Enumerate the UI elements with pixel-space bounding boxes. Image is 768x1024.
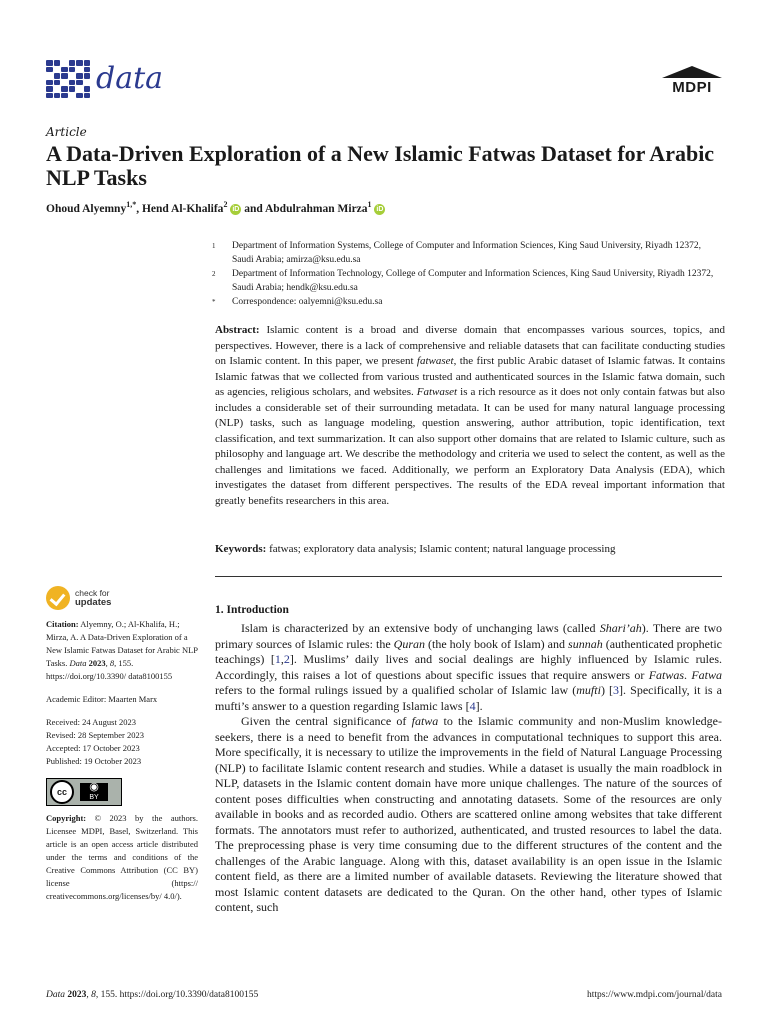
paragraph-text: ]. Specifically, it is a mufti’s answer to a question regarding Islamic laws [ bbox=[215, 683, 722, 713]
citation-link[interactable]: 4 bbox=[469, 698, 476, 713]
check-updates-icon bbox=[46, 586, 70, 610]
paragraph-text: Islam is characterized by an extensive body of unchanging laws (called bbox=[241, 621, 600, 635]
cc-by-label: BY bbox=[89, 794, 99, 801]
paper-title: A Data-Driven Exploration of a New Islamic Fatwas Dataset for Arabic NLP Tasks bbox=[46, 141, 715, 190]
affiliation-item bbox=[212, 296, 722, 310]
copyright-notice bbox=[46, 812, 198, 903]
affiliation-text: Department of Information Systems, College of Computer and Information Sciences, King Saud University, Riyadh 12372, Saudi Arabia; amirza@ksu.edu.sa bbox=[232, 241, 702, 265]
footer-citation bbox=[46, 990, 258, 1000]
publisher-logo[interactable] bbox=[662, 66, 722, 96]
check-updates-line2: updates bbox=[75, 597, 112, 608]
affiliation-number: * bbox=[212, 298, 216, 306]
publisher-roof-icon bbox=[662, 66, 722, 78]
orcid-icon[interactable]: iD bbox=[232, 205, 240, 213]
author-name: Abdulrahman Mirza bbox=[264, 202, 368, 215]
citation-volume: , 8 bbox=[105, 658, 115, 668]
term: Shari’ah bbox=[599, 621, 642, 635]
abstract bbox=[215, 323, 725, 509]
paragraph-text: refers to the formal rulings issued by a qualified scholar of Islamic law ( bbox=[215, 683, 577, 697]
author-affil-marker: 2 bbox=[223, 200, 228, 209]
affiliation-text: Department of Information Technology, College of Computer and Information Sciences, King Saud University, Riyadh 12372, Saudi Arabia; hendk@ksu.edu.sa bbox=[232, 269, 714, 293]
footer-volume: , 8 bbox=[86, 990, 96, 1000]
introduction-body bbox=[215, 621, 722, 916]
author-name: Ohoud Alyemny bbox=[46, 202, 127, 215]
academic-editor-text: Academic Editor: Maarten Marx bbox=[46, 694, 158, 704]
footer-journal-url[interactable]: https://www.mdpi.com/journal/data bbox=[586, 990, 722, 1000]
journal-logo-icon bbox=[46, 60, 90, 98]
author-separator: and bbox=[241, 202, 265, 215]
keywords-label: Keywords: bbox=[215, 543, 267, 555]
page-footer bbox=[46, 990, 722, 1000]
accepted-date: Accepted: 17 October 2023 bbox=[46, 743, 140, 753]
author-affil-marker: 1,* bbox=[126, 200, 137, 209]
abstract-text: , the first public Arabic dataset of Islamic fatwas. It contains Islamic fatwas that we collected from various trusted and authenticated sources in the Islamic fatwa domain, such as agencies, religious scholars, and websites. bbox=[215, 355, 726, 398]
paragraph bbox=[215, 714, 722, 916]
affiliation-number: 2 bbox=[212, 270, 216, 278]
orcid-icon[interactable]: iD bbox=[376, 205, 384, 213]
paragraph-text: ) [ bbox=[600, 683, 614, 697]
paragraph-text: ]. Muslims’ daily lives and social dealings are highly influenced by Islamic rules. Accordingly, this raises a lot of questions about specific issues that require answers or bbox=[215, 652, 723, 682]
author-name: Hend Al-Khalifa bbox=[141, 202, 224, 215]
footer-year: 2023 bbox=[65, 990, 87, 1000]
creative-commons-icon: cc bbox=[50, 780, 74, 804]
section-heading: 1. Introduction bbox=[215, 604, 289, 616]
citation-text: Alyemny, O.; Al-Khalifa, H.; Mirza, A. A Data-Driven Exploration of a New Islamic Fatwas Dataset for Arabic NLP Tasks. bbox=[46, 619, 198, 668]
check-for-updates-button[interactable] bbox=[46, 586, 198, 610]
dates-block bbox=[46, 716, 198, 768]
affiliation-item bbox=[212, 268, 722, 295]
paragraph-text: , bbox=[280, 652, 284, 666]
paragraph-text: Given the central significance of bbox=[241, 714, 412, 728]
citation-link[interactable]: 3 bbox=[613, 683, 620, 697]
citation-link[interactable]: 2 bbox=[283, 652, 290, 666]
check-updates-label bbox=[75, 589, 111, 607]
copyright-text: © 2023 by the authors. Licensee MDPI, Basel, Switzerland. This article is an open access article distributed under the terms and conditions of the Creative Commons Attribution (CC BY) license (https:// creativecommons.org/licenses/by/ 4.0/). bbox=[46, 813, 198, 901]
abstract-text: is a rich resource as it does not only contain fatwas but also includes a considerable set of their surrounding metadata. It can be used for many natural language processing (NLP) tasks, such as language modeling, question answering, author attribution, topic identification, text classification, and text summarization. It can also support other domains that are related to Islamic culture, such as philosophy and language art. We describe the methodology and criteria we used to select the content, as well as the challenges and limitations we faced. Additionally, we perform an Exploratory Data Analysis (EDA), which investigates the dataset from different perspectives. The results of the EDA reveal important information that greatly benefits researchers in this area. bbox=[215, 386, 725, 507]
citation-label: Citation: bbox=[46, 619, 79, 629]
publisher-name: MDPI bbox=[672, 79, 712, 96]
revised-date: Revised: 28 September 2023 bbox=[46, 730, 144, 740]
author-affil-marker: 1 bbox=[367, 200, 372, 209]
term: mufti bbox=[576, 683, 601, 697]
citation-journal: Data bbox=[69, 658, 87, 668]
journal-logo[interactable] bbox=[46, 60, 163, 98]
author-list bbox=[46, 200, 385, 215]
term: Fatwa bbox=[691, 667, 723, 682]
term: sunnah bbox=[568, 636, 603, 651]
paragraph-text: ]. bbox=[475, 698, 483, 713]
cc-license-badge[interactable] bbox=[46, 778, 122, 806]
keywords-text: fatwas; exploratory data analysis; Islamic content; natural language processing bbox=[266, 543, 616, 555]
received-date: Received: 24 August 2023 bbox=[46, 717, 136, 727]
affiliation-item bbox=[212, 240, 722, 267]
affiliations bbox=[212, 240, 722, 311]
abstract-label: Abstract: bbox=[215, 324, 260, 336]
cc-by-icon: ◉ BY bbox=[80, 783, 108, 801]
correspondence-text: Correspondence: oalyemni@ksu.edu.sa bbox=[232, 297, 383, 307]
abstract-emphasis: Fatwaset bbox=[416, 386, 458, 398]
paragraph-text: (the holy book of Islam) and bbox=[425, 636, 569, 651]
citation-doi[interactable]: , 155. https://doi.org/10.3390/ data8100155 bbox=[46, 658, 173, 681]
check-updates-line1: check for bbox=[75, 588, 110, 598]
citation-year: 2023 bbox=[86, 658, 106, 668]
academic-editor bbox=[46, 693, 198, 706]
term: fatwa bbox=[411, 714, 439, 728]
term: Fatwas bbox=[648, 667, 685, 682]
published-date: Published: 19 October 2023 bbox=[46, 756, 142, 766]
paragraph-text: ). There are two primary sources of Islamic rules: the bbox=[215, 621, 722, 651]
copyright-label: Copyright: bbox=[46, 813, 87, 823]
journal-name: data bbox=[96, 61, 164, 96]
keywords bbox=[215, 543, 725, 555]
affiliation-number: 1 bbox=[212, 242, 216, 250]
footer-journal: Data bbox=[46, 990, 65, 1000]
author-separator: , bbox=[136, 202, 142, 215]
abstract-text: Islamic content is a broad and diverse domain that encompasses various sources, topics, and perspectives. However, there is a lack of comprehensive and reliable datasets that can facilitate conducting studies on Islamic content. In this paper, we present bbox=[215, 324, 725, 367]
paragraph-text: . bbox=[684, 667, 692, 682]
paragraph-text: (authenticated prophetic teachings) [ bbox=[215, 636, 722, 666]
article-sidebar bbox=[46, 586, 198, 903]
article-type: Article bbox=[46, 125, 87, 139]
paragraph-text: to the Islamic community and non-Muslim knowledge-seekers, there is a need to benefit from the advances in computational techniques to support this area. More specifically, it is necessary to utilize the improvements in the field of Natural Language Processing (NLP) to facilitate Islamic content research and studies. While a dataset is usually the main roadblock in NLP, datasets in the Islamic content domain have more unique challenges. The nature of the sources of content poses difficulties when constructing and annotating datasets. Some of the resources are only available in books and as recorded audio. Others are scattered online among websites that take different formats. The annotators must refer to authorized, authenticated, and trusted resources to label the data. The preprocessing phase is very time consuming due to the different structures of the content and the challenges of the Arabic language. Along with this, dataset availability is an open issue in the Islamic content field, as there are a limited number of available datasets. Reviewing the literature showed that most Islamic content datasets are dedicated to the Quran. On the other hand, other types of Islamic content, such bbox=[215, 714, 722, 914]
citation-link[interactable]: 1 bbox=[274, 652, 281, 666]
abstract-emphasis: fatwaset bbox=[416, 355, 454, 367]
citation-block bbox=[46, 618, 198, 683]
section-divider bbox=[215, 576, 722, 577]
paragraph bbox=[215, 621, 722, 714]
term: Quran bbox=[393, 636, 425, 651]
footer-doi[interactable]: , 155. https://doi.org/10.3390/data8100155 bbox=[95, 990, 259, 1000]
